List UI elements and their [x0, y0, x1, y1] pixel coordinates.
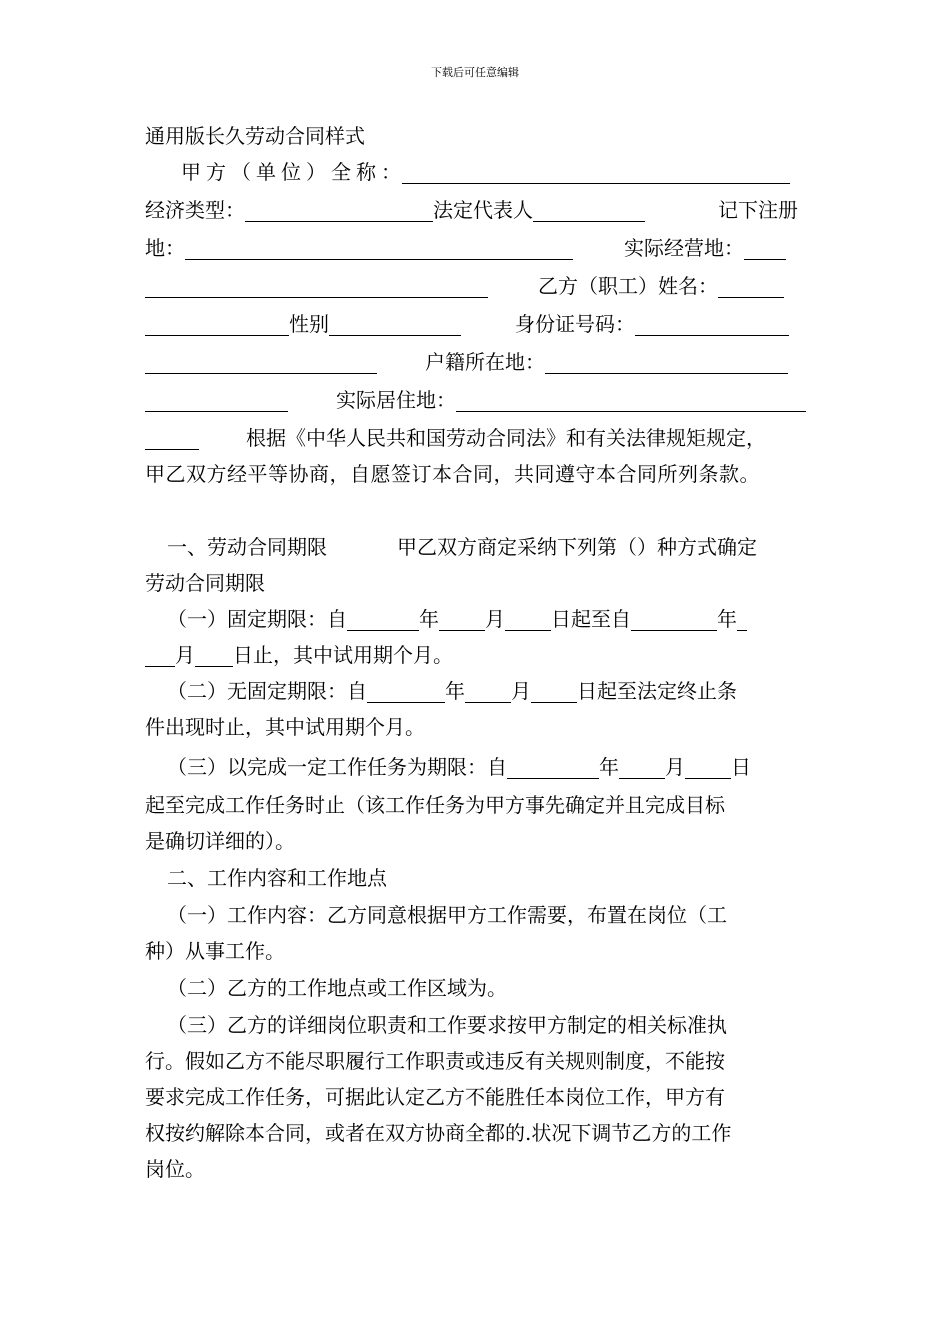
fixed-start-year-field[interactable] — [347, 610, 419, 631]
section1-text-2: 劳动合同期限 — [145, 571, 265, 595]
term-task-line — [167, 753, 751, 781]
duties-line-1: （三）乙方的详细岗位职责和工作要求按甲方制定的相关标准执 — [167, 1013, 727, 1037]
fixed-end-year-field[interactable] — [631, 610, 717, 631]
hukou-field[interactable] — [545, 353, 788, 374]
month-label: 月 — [175, 643, 195, 667]
id-number-label: 身份证号码： — [515, 312, 635, 336]
section2-heading: 二、工作内容和工作地点 — [167, 866, 387, 890]
fixed-start-day-field[interactable] — [505, 610, 551, 631]
reg-addr-label-2: 地： — [145, 236, 185, 260]
work-content-line-1: （一）工作内容：乙方同意根据甲方工作需要，布置在岗位（工 — [167, 903, 727, 927]
term-task-line-2: 起至完成工作任务时止（该工作任务为甲方事先确定并且完成目标 — [145, 793, 725, 817]
fixed-end-month-field[interactable] — [737, 610, 747, 631]
term-fixed-line — [167, 605, 747, 633]
term-open-prefix: （二）无固定期限：自 — [167, 679, 367, 703]
open-start-day-field[interactable] — [531, 682, 577, 703]
fixed-end-day-field[interactable] — [195, 646, 233, 667]
party-b-name-field-cont[interactable] — [145, 315, 289, 336]
duties-line-2: 行。假如乙方不能尽职履行工作职责或违反有关规则制度，不能按 — [145, 1049, 725, 1073]
basis-text-2: 甲乙双方经平等协商，自愿签订本合同，共同遵守本合同所列条款。 — [145, 462, 760, 486]
term-fixed-mid: 日起至自 — [551, 607, 631, 631]
open-start-year-field[interactable] — [367, 682, 445, 703]
year-label: 年 — [717, 607, 737, 631]
id-number-field-cont[interactable] — [145, 353, 377, 374]
party-a-name-field[interactable] — [402, 163, 790, 184]
party-b-line — [145, 272, 488, 300]
actual-addr-field-cont[interactable] — [145, 277, 488, 298]
year-label: 年 — [445, 679, 465, 703]
residence-field[interactable] — [456, 391, 806, 412]
year-label: 年 — [599, 755, 619, 779]
residence-field-cont[interactable] — [145, 429, 199, 450]
open-start-month-field[interactable] — [465, 682, 511, 703]
actual-addr-line — [624, 234, 786, 262]
hukou-line — [145, 348, 377, 376]
duties-line-3: 要求完成工作任务，可据此认定乙方不能胜任本岗位工作，甲方有 — [145, 1085, 725, 1109]
id-line — [515, 310, 789, 338]
actual-addr-field[interactable] — [744, 239, 786, 260]
month-label: 月 — [665, 755, 685, 779]
party-a-line — [181, 158, 790, 186]
legal-rep-label: 法定代表人 — [433, 198, 533, 222]
hukou-field-cont[interactable] — [145, 391, 288, 412]
term-task-line-3: 是确切详细的）。 — [145, 829, 295, 853]
term-open-end: 件出现时止，其中试用期个月。 — [145, 715, 425, 739]
page-header: 下载后可任意编辑 — [431, 66, 519, 79]
term-fixed-end: 日止，其中试用期个月。 — [233, 643, 453, 667]
task-start-month-field[interactable] — [619, 758, 665, 779]
party-b-name-field[interactable] — [718, 277, 784, 298]
hukou-label: 户籍所在地： — [425, 350, 545, 374]
fixed-start-month-field[interactable] — [439, 610, 485, 631]
gender-field[interactable] — [329, 315, 461, 336]
residence-label: 实际居住地： — [336, 388, 456, 412]
term-fixed-line-2 — [145, 641, 453, 669]
reg-addr-label-1: 记下注册 — [718, 198, 798, 222]
basis-line-1 — [145, 424, 199, 452]
fixed-end-month-field-cont[interactable] — [145, 646, 175, 667]
term-open-mid: 日起至法定终止条 — [577, 679, 737, 703]
term-open-line — [167, 677, 737, 705]
task-start-year-field[interactable] — [507, 758, 599, 779]
id-number-field[interactable] — [635, 315, 789, 336]
duties-line-5: 岗位。 — [145, 1157, 205, 1181]
section1-text-1: 甲乙双方商定采纳下列第（）种方式确定 — [397, 535, 757, 559]
document-title: 通用版长久劳动合同样式 — [145, 124, 365, 148]
residence-label-line — [336, 386, 806, 414]
day-label: 日 — [731, 755, 751, 779]
term-fixed-prefix: （一）固定期限：自 — [167, 607, 347, 631]
gender-label: 性别 — [289, 312, 329, 336]
basis-text-1: 根据《中华人民共和国劳动合同法》和有关法律规矩规定， — [246, 426, 766, 450]
hukou-label-line — [425, 348, 788, 376]
party-b-name-label: 乙方（职工）姓名： — [538, 274, 718, 298]
reg-addr-field[interactable] — [185, 239, 573, 260]
econ-line — [145, 196, 645, 224]
residence-line — [145, 386, 288, 414]
section1-heading: 一、劳动合同期限 — [167, 535, 327, 559]
econ-type-label: 经济类型： — [145, 198, 245, 222]
year-label: 年 — [419, 607, 439, 631]
party-a-label: 甲方（单位）全称： — [181, 160, 406, 184]
reg-addr-line — [145, 234, 573, 262]
work-place: （二）乙方的工作地点或工作区域为。 — [167, 976, 507, 1000]
month-label: 月 — [485, 607, 505, 631]
work-content-line-2: 种）从事工作。 — [145, 939, 285, 963]
econ-type-field[interactable] — [245, 201, 433, 222]
month-label: 月 — [511, 679, 531, 703]
legal-rep-field[interactable] — [533, 201, 645, 222]
task-start-day-field[interactable] — [685, 758, 731, 779]
term-task-prefix: （三）以完成一定工作任务为期限：自 — [167, 755, 507, 779]
duties-line-4: 权按约解除本合同，或者在双方协商全都的.状况下调节乙方的工作 — [145, 1121, 732, 1145]
party-b-name-line — [538, 272, 784, 300]
gender-line — [145, 310, 461, 338]
actual-addr-label: 实际经营地： — [624, 236, 744, 260]
